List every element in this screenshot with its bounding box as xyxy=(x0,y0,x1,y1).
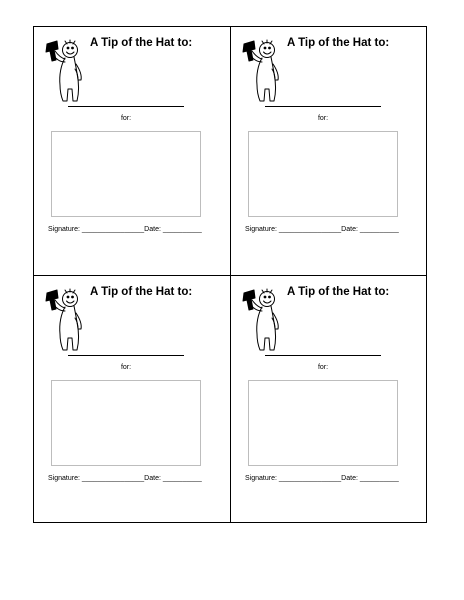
date-blank[interactable]: __________ xyxy=(359,226,399,233)
signature-blank[interactable]: ________________ xyxy=(81,475,145,482)
for-label: for: xyxy=(120,115,132,122)
hat-tipping-mascot-icon xyxy=(41,35,93,105)
date-label: Date: xyxy=(341,475,358,482)
for-label: for: xyxy=(120,364,132,371)
signature-label: Signature: xyxy=(245,226,277,233)
date-blank[interactable]: __________ xyxy=(162,226,202,233)
signature-label: Signature: xyxy=(48,475,80,482)
tip-of-hat-card-4 xyxy=(231,276,427,524)
date-label: Date: xyxy=(341,226,358,233)
date-blank[interactable]: __________ xyxy=(359,475,399,482)
signature-row xyxy=(245,226,399,233)
signature-row xyxy=(245,475,399,482)
tip-of-hat-card-2 xyxy=(231,27,427,275)
recipient-name-line[interactable] xyxy=(68,106,184,107)
signature-label: Signature: xyxy=(48,226,80,233)
hat-tipping-mascot-icon xyxy=(238,284,290,354)
date-blank[interactable]: __________ xyxy=(162,475,202,482)
card-title: A Tip of the Hat to: xyxy=(90,286,193,298)
signature-blank[interactable]: ________________ xyxy=(278,226,342,233)
card-title: A Tip of the Hat to: xyxy=(287,286,390,298)
card-title: A Tip of the Hat to: xyxy=(287,37,390,49)
for-label: for: xyxy=(317,364,329,371)
recipient-name-line[interactable] xyxy=(265,106,381,107)
for-label: for: xyxy=(317,115,329,122)
reason-box[interactable] xyxy=(51,131,201,217)
reason-box[interactable] xyxy=(51,380,201,466)
date-label: Date: xyxy=(144,475,161,482)
signature-row xyxy=(48,226,202,233)
signature-row xyxy=(48,475,202,482)
recipient-name-line[interactable] xyxy=(265,355,381,356)
reason-box[interactable] xyxy=(248,131,398,217)
reason-box[interactable] xyxy=(248,380,398,466)
date-label: Date: xyxy=(144,226,161,233)
hat-tipping-mascot-icon xyxy=(41,284,93,354)
signature-label: Signature: xyxy=(245,475,277,482)
hat-tipping-mascot-icon xyxy=(238,35,290,105)
tip-of-hat-card-3 xyxy=(34,276,230,524)
signature-blank[interactable]: ________________ xyxy=(278,475,342,482)
tip-of-hat-card-1 xyxy=(34,27,230,275)
recipient-name-line[interactable] xyxy=(68,355,184,356)
card-sheet xyxy=(33,26,427,523)
card-title: A Tip of the Hat to: xyxy=(90,37,193,49)
signature-blank[interactable]: ________________ xyxy=(81,226,145,233)
